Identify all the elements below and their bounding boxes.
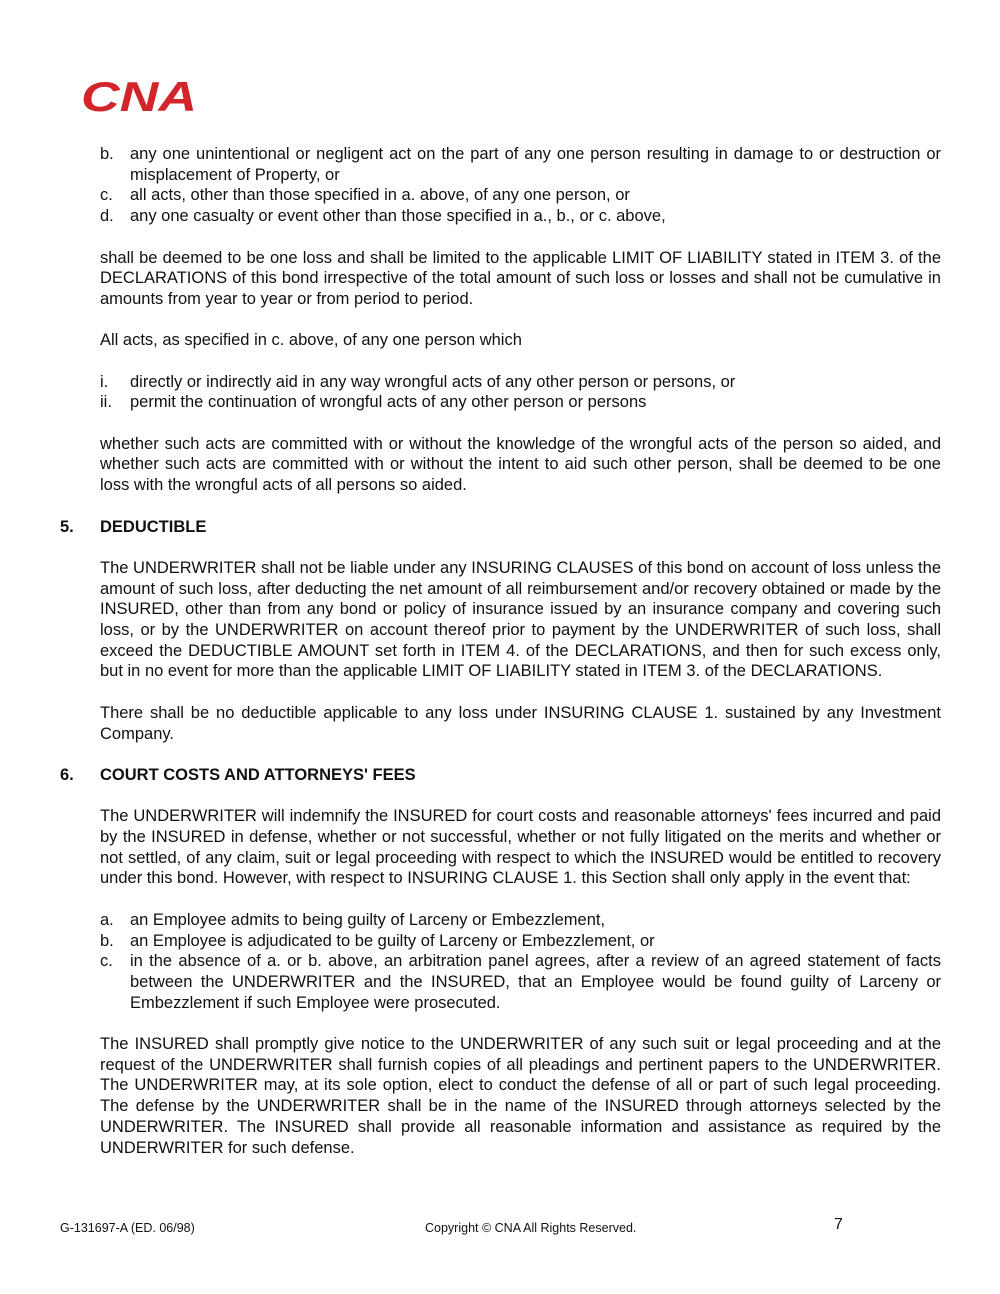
paragraph: whether such acts are committed with or without the knowledge of the wrongful acts of the person so aided, and whether such acts are committed with or without the intent to aid such other person, shall be deemed to be one loss with the wrongful acts of all persons so aided.: [100, 434, 941, 495]
list-label: a.: [100, 910, 114, 929]
list-item: [60, 185, 941, 206]
section-title: DEDUCTIBLE: [100, 517, 207, 536]
section-heading: [60, 517, 941, 538]
list-text: permit the continuation of wrongful acts of any other person or persons: [130, 393, 647, 412]
section-number: 5.: [60, 517, 74, 536]
form-number: G-131697-A (ED. 06/98): [60, 1221, 195, 1235]
list-item: [60, 951, 941, 1013]
list-label: b.: [100, 145, 114, 163]
list-label: ii.: [100, 393, 112, 412]
list-label: c.: [100, 186, 113, 205]
list-label: c.: [100, 952, 113, 971]
paragraph: The UNDERWRITER will indemnify the INSURED for court costs and reasonable attorneys' fees incurred and paid by the INSURED in defense, whether or not successful, whether or not fully litigated on the merits and whether or not settled, of any claim, suit or legal proceeding with respect to which the INSURED would be entitled to recovery under this bond. However, with respect to INSURING CLAUSE 1. this Section shall only apply in the event that:: [100, 807, 941, 888]
paragraph: The INSURED shall promptly give notice to the UNDERWRITER of any such suit or legal proceeding and at the request of the UNDERWRITER shall furnish copies of all pleadings and pertinent papers to the UNDERWRITER. The UNDERWRITER may, at its sole option, elect to conduct the defense of all or part of such legal proceeding. The defense by the UNDERWRITER shall be in the name of the INSURED through attorneys selected by the UNDERWRITER. The INSURED shall provide all reasonable information and assistance as required by the UNDERWRITER for such defense.: [100, 1035, 941, 1157]
paragraph: shall be deemed to be one loss and shall be limited to the applicable LIMIT OF LIABILITY stated in ITEM 3. of the DECLARATIONS of this bond irrespective of the total amount of such loss or losses and shall not be cumulative in amounts from year to year or from period to period.: [100, 248, 941, 308]
list-label: d.: [100, 207, 114, 226]
paragraph: All acts, as specified in c. above, of any one person which: [100, 331, 522, 350]
list-text: directly or indirectly aid in any way wrongful acts of any other person or persons, or: [130, 372, 736, 391]
list-text: any one unintentional or negligent act on the part of any one person resulting in damage to or destruction or misplacement of Property, or: [130, 145, 941, 184]
list-text: any one casualty or event other than those specified in a., b., or c. above,: [130, 207, 666, 226]
cna-logo-text: CNA: [81, 76, 197, 116]
list-label: b.: [100, 931, 114, 950]
list-item: [60, 392, 941, 413]
copyright-notice: Copyright © CNA All Rights Reserved.: [425, 1221, 637, 1235]
list-text: in the absence of a. or b. above, an arbitration panel agrees, after a review of an agreed statement of facts between the UNDERWRITER and the INSURED, that an Employee would be found guilty of Larceny or Embezzlement if such Employee were prosecuted.: [130, 952, 941, 1012]
list-text: an Employee admits to being guilty of Larceny or Embezzlement,: [130, 910, 606, 929]
list-item: [60, 372, 941, 393]
paragraph: There shall be no deductible applicable to any loss under INSURING CLAUSE 1. sustained by any Investment Company.: [100, 703, 941, 743]
list-item: [60, 931, 941, 952]
paragraph: The UNDERWRITER shall not be liable under any INSURING CLAUSES of this bond on account of loss unless the amount of such loss, after deducting the net amount of all reimbursement and/or recovery obtained or made by the INSURED, other than from any bond or policy of insurance issued by an insurance company and covering such loss, or by the UNDERWRITER on account thereof prior to payment by the UNDERWRITER of such loss, shall exceed the DEDUCTIBLE AMOUNT set forth in ITEM 4. of the DECLARATIONS, and then for such excess only, but in no event for more than the applicable LIMIT OF LIABILITY stated in ITEM 3. of the DECLARATIONS.: [100, 558, 941, 681]
document-body: [60, 144, 941, 1158]
list-item: [60, 144, 941, 185]
section-number: 6.: [60, 765, 74, 784]
list-item: [60, 206, 941, 227]
page-number: 7: [834, 1216, 843, 1233]
list-text: an Employee is adjudicated to be guilty of Larceny or Embezzlement, or: [130, 931, 655, 950]
list-item: [60, 910, 941, 931]
section-heading: [60, 765, 941, 786]
list-text: all acts, other than those specified in a. above, of any one person, or: [130, 186, 630, 205]
list-label: i.: [100, 372, 109, 391]
section-title: COURT COSTS AND ATTORNEYS' FEES: [100, 765, 416, 784]
cna-logo: [80, 76, 200, 116]
